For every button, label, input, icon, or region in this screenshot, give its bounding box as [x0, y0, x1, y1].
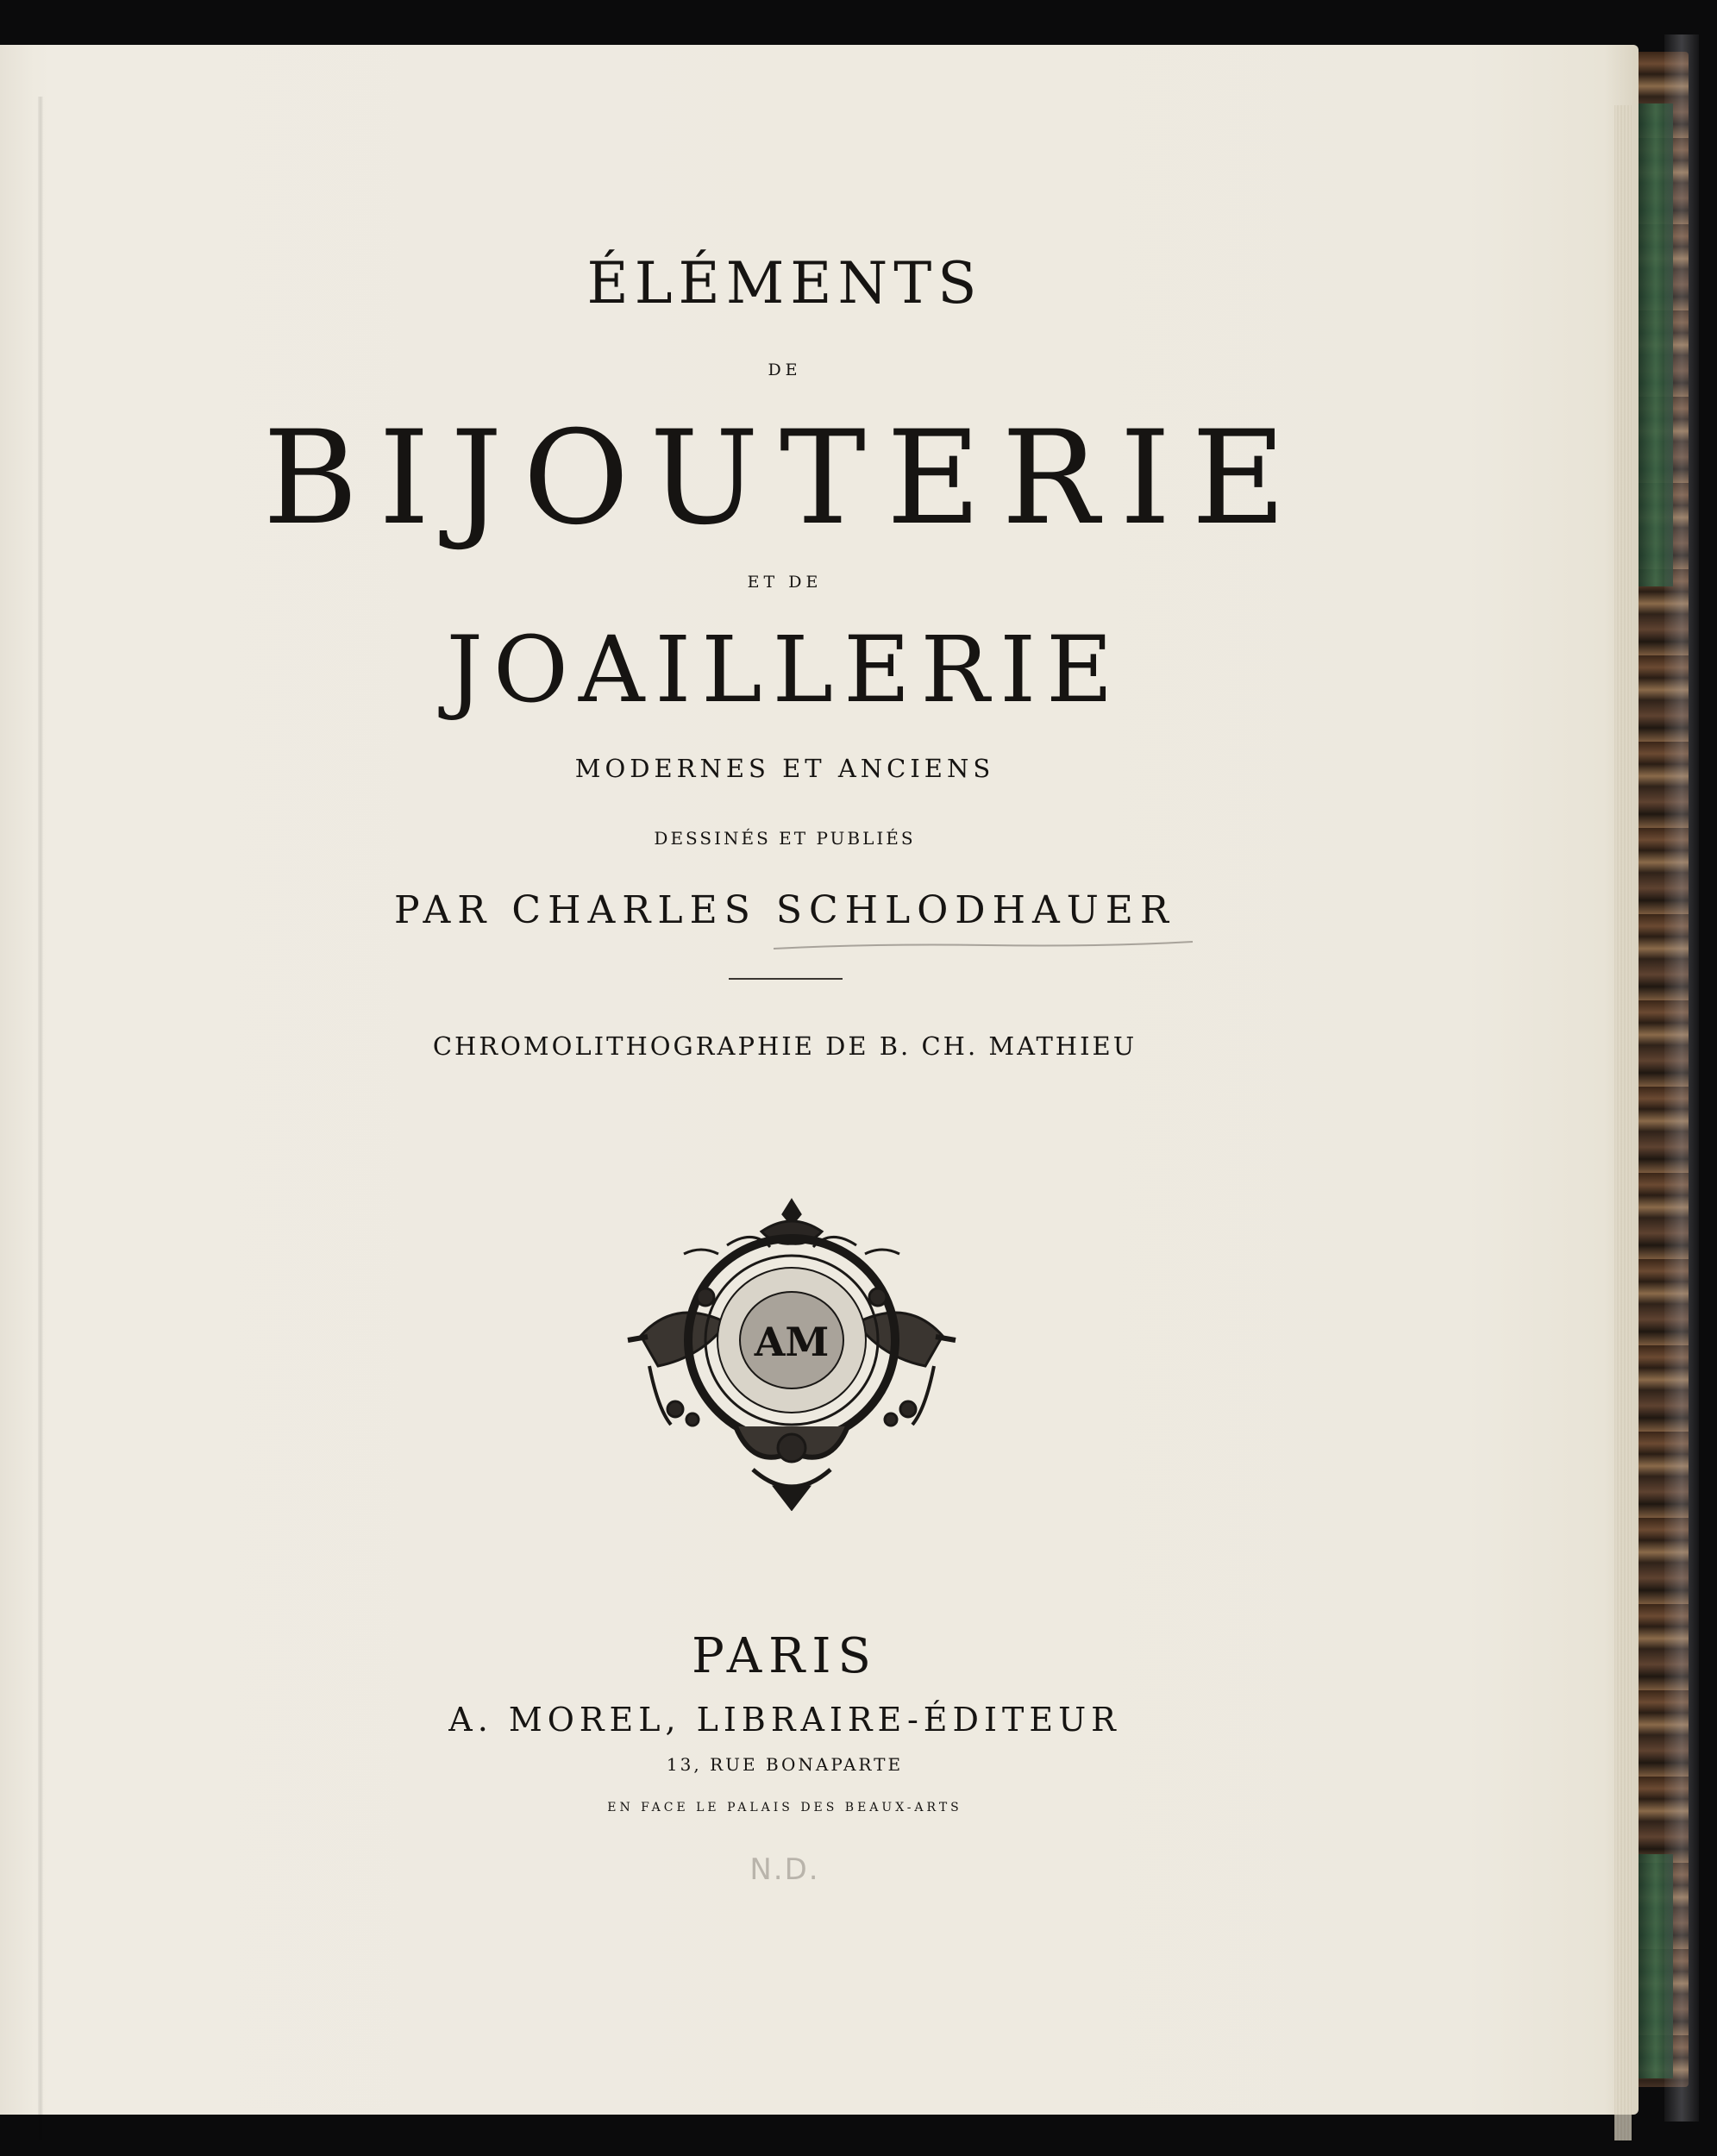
- subtitle-dessines: DESSINÉS ET PUBLIÉS: [654, 828, 916, 849]
- publisher-vignette: [624, 1194, 960, 1511]
- imprint-note: EN FACE LE PALAIS DES BEAUX-ARTS: [607, 1801, 962, 1814]
- plastic-sleeve-edge: [1664, 34, 1699, 2122]
- title-de: DE: [768, 360, 802, 379]
- pencil-underline: [772, 938, 1194, 956]
- title-bijouterie: BIJOUTERIE: [262, 404, 1307, 554]
- subtitle-modernes: MODERNES ET ANCIENS: [574, 754, 995, 783]
- title-page: [0, 45, 1639, 2115]
- imprint-city: PARIS: [692, 1628, 878, 1684]
- title-elements: ÉLÉMENTS: [586, 250, 983, 317]
- page-gutter: [38, 97, 43, 2140]
- pencil-shelfmark: N.D.: [749, 1852, 820, 1887]
- imprint-address: 13, RUE BONAPARTE: [666, 1754, 904, 1775]
- page-fore-edge: [1614, 105, 1632, 2140]
- title-et-de: ET DE: [747, 573, 823, 592]
- imprint-publisher: A. MOREL, LIBRAIRE-ÉDITEUR: [448, 1701, 1121, 1739]
- title-joaillerie: JOAILLERIE: [446, 617, 1124, 723]
- author-line: PAR CHARLES SCHLODHAUER: [393, 888, 1176, 932]
- vignette-monogram: AM: [754, 1319, 830, 1365]
- separator-rule: [729, 978, 843, 980]
- lithographer-line: CHROMOLITHOGRAPHIE DE B. CH. MATHIEU: [432, 1031, 1137, 1061]
